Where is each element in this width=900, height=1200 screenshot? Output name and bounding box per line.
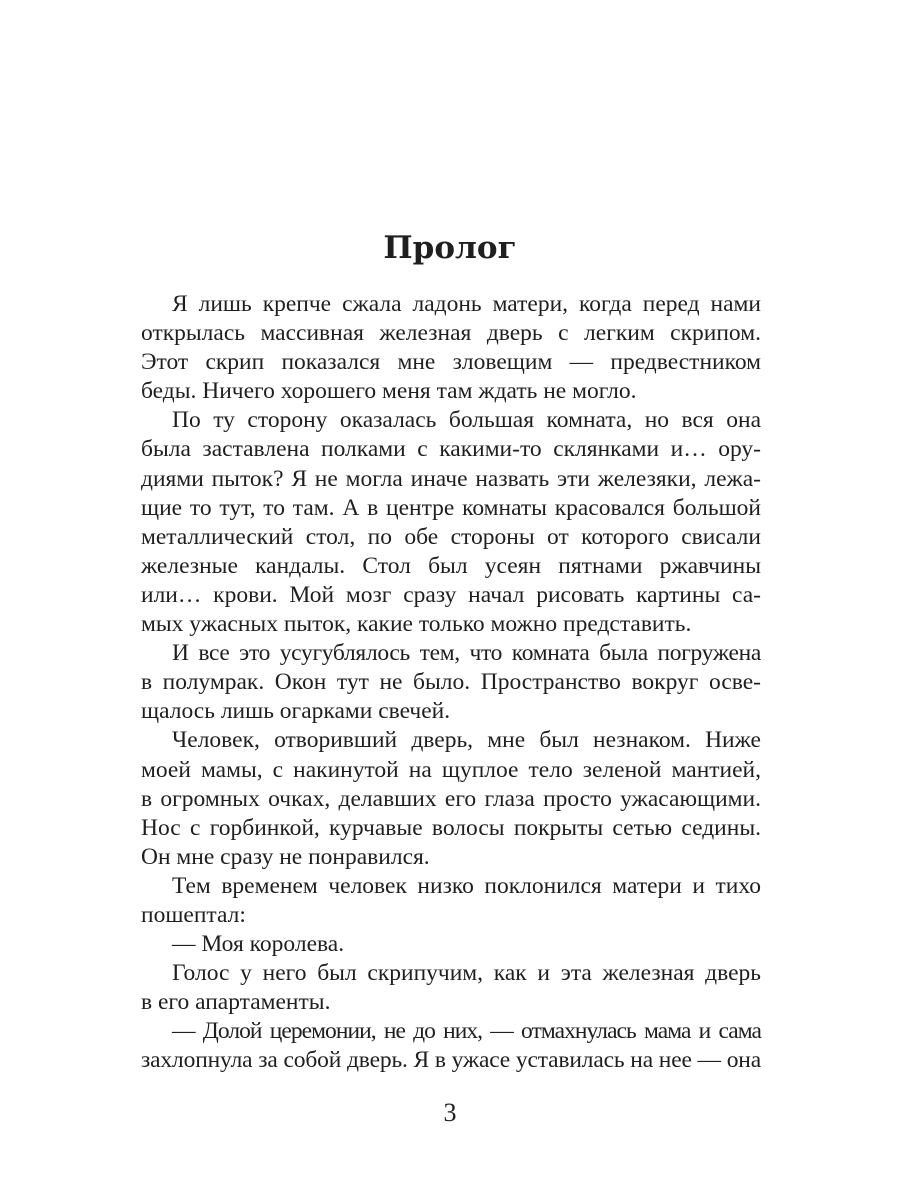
text-line: По ту сторону оказалась большая комната, но вся она [172, 407, 761, 434]
paragraph [141, 639, 761, 726]
text-line: мых ужасных пыток, какие только можно представить. [141, 611, 692, 638]
text-line: беды. Ничего хорошего меня там ждать не могло. [141, 378, 637, 405]
text-line: Он мне сразу не понравился. [141, 843, 430, 870]
text-line: в огромных очках, делавших его глаза просто ужасающими. [141, 785, 761, 812]
text-line: щалось лишь огарками свечей. [141, 698, 451, 725]
text-line: диями пыток? Я не могла иначе назвать эти железяки, лежа- [141, 465, 761, 492]
text-line: Голос у него был скрипучим, как и эта железная дверь [172, 960, 761, 987]
paragraph [141, 959, 761, 1017]
paragraph [141, 930, 761, 959]
text-line: в полумрак. Окон тут не было. Пространство вокруг осве- [141, 669, 761, 696]
text-line: была заставлена полками с какими-то склянками и… ору- [141, 436, 761, 463]
text-line: Нос с горбинкой, курчавые волосы покрыты сетью седины. [141, 814, 761, 841]
text-line: моей мамы, с накинутой на щуплое тело зеленой мантией, [141, 756, 761, 783]
paragraph [141, 290, 761, 406]
text-line: Я лишь крепче сжала ладонь матери, когда перед нами [172, 291, 761, 317]
text-line: металлический стол, по обе стороны от которого свисали [141, 523, 761, 550]
paragraph [141, 1017, 761, 1075]
text-line: пошептал: [141, 901, 246, 928]
body-text [141, 290, 761, 1076]
text-line: в его апартаменты. [141, 989, 331, 1016]
text-line: — Моя королева. [172, 931, 345, 958]
paragraph [141, 872, 761, 930]
paragraph [141, 406, 761, 639]
text-line: железные кандалы. Стол был усеян пятнами ржавчины [141, 552, 761, 579]
text-line: или… крови. Мой мозг сразу начал рисовать картины са- [141, 581, 761, 608]
text-line: Тем временем человек низко поклонился матери и тихо [172, 872, 761, 899]
paragraph [141, 726, 761, 871]
text-line: И все это усугублялось тем, что комната была погружена [172, 640, 761, 667]
text-line: открылась массивная железная дверь с легким скрипом. [141, 320, 761, 347]
text-line: щие то тут, то там. А в центре комнаты красовался большой [141, 494, 761, 521]
text-line: захлопнула за собой дверь. Я в ужасе уставилась на нее — она [141, 1047, 761, 1074]
text-line: — Долой церемонии, не до них, — отмахнулась мама и сама [172, 1018, 761, 1045]
text-line: Человек, отворивший дверь, мне был незнаком. Ниже [172, 727, 761, 754]
page-number: 3 [443, 1098, 457, 1127]
text-line: Этот скрип показался мне зловещим — предвестником [141, 349, 761, 376]
chapter-title: Пролог [383, 230, 517, 266]
